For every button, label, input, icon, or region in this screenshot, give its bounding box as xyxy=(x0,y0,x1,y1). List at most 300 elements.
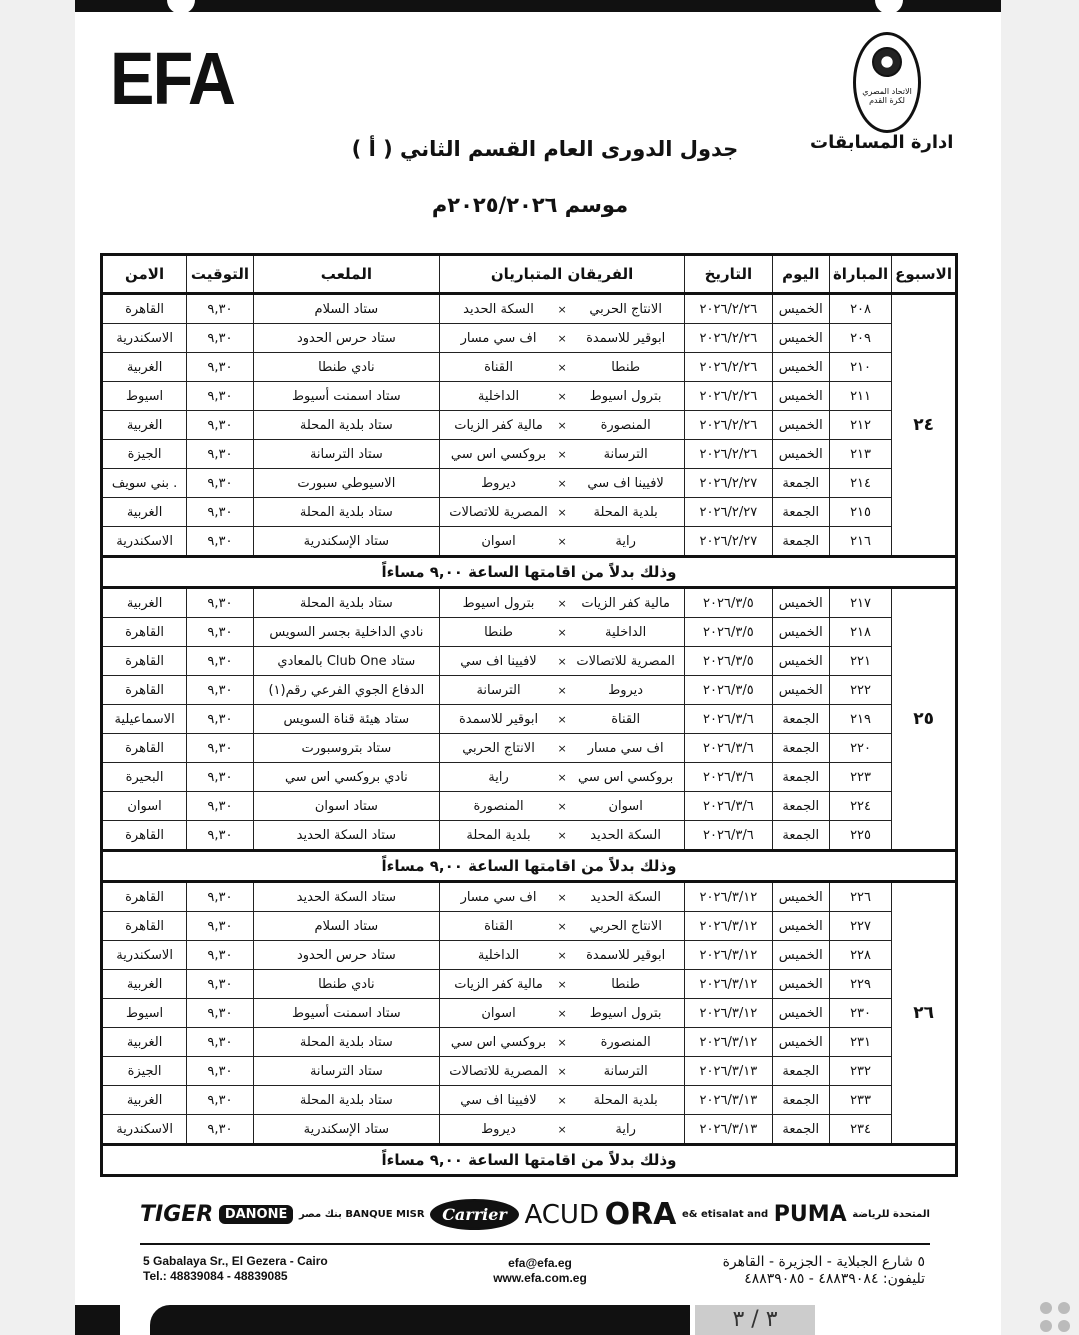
email-link[interactable]: efa@efa.eg xyxy=(508,1256,572,1270)
stadium: ستاد بلدية المحلة xyxy=(253,498,439,527)
match-number: ٢٢٨ xyxy=(829,941,891,970)
time-change-note: وذلك بدلاً من اقامتها الساعة ٩,٠٠ مساءاً xyxy=(102,851,957,882)
match-number: ٢١٢ xyxy=(829,411,891,440)
away-team: بروكسي اس سي xyxy=(450,1034,547,1050)
home-team: الداخلية xyxy=(605,624,647,640)
kickoff-time: ٩,٣٠ xyxy=(187,912,254,941)
away-team: بترول اسيوط xyxy=(462,595,535,611)
match-day: الخميس xyxy=(772,1028,829,1057)
stadium: ستاد حرس الحدود xyxy=(253,941,439,970)
table-row xyxy=(102,469,957,498)
phone-line: Tel.: 48839084 - 48839085 xyxy=(143,1269,288,1283)
sponsor-logo-acud: ACUD xyxy=(524,1199,599,1230)
match-date: ٢٠٢٦/٣/٦ xyxy=(685,763,772,792)
sponsor-logo-etisalat: e& etisalat and xyxy=(682,1209,769,1220)
match-day: الجمعة xyxy=(772,1086,829,1115)
security-region: الاسكندرية xyxy=(102,1115,187,1145)
match-day: الجمعة xyxy=(772,734,829,763)
away-team: اف سي مسار xyxy=(460,889,537,905)
match-date: ٢٠٢٦/٣/٥ xyxy=(685,618,772,647)
match-date: ٢٠٢٦/٣/٦ xyxy=(685,705,772,734)
address-line: 5 Gabalaya Sr., El Gezera - Cairo xyxy=(143,1254,328,1268)
home-team: لافيينا اف سي xyxy=(587,475,664,491)
match-number: ٢٣١ xyxy=(829,1028,891,1057)
kickoff-time: ٩,٣٠ xyxy=(187,821,254,851)
match-date: ٢٠٢٦/٣/١٢ xyxy=(685,1028,772,1057)
stadium: ستاد بتروسبورت xyxy=(253,734,439,763)
match-day: الجمعة xyxy=(772,527,829,557)
match-number: ٢٣٤ xyxy=(829,1115,891,1145)
kickoff-time: ٩,٣٠ xyxy=(187,882,254,912)
match-date: ٢٠٢٦/٣/٦ xyxy=(685,734,772,763)
match-teams xyxy=(439,324,684,353)
stadium: ستاد السلام xyxy=(253,912,439,941)
stadium: ستاد الترسانة xyxy=(253,440,439,469)
stadium: ستاد بلدية المحلة xyxy=(253,411,439,440)
sponsor-logo-tiger: TIGER xyxy=(140,1202,214,1227)
security-region: القاهرة xyxy=(102,294,187,324)
address-line-ar: ٥ شارع الجبلاية - الجزيرة - القاهرة xyxy=(722,1254,925,1270)
kickoff-time: ٩,٣٠ xyxy=(187,676,254,705)
match-teams xyxy=(439,1115,684,1145)
kickoff-time: ٩,٣٠ xyxy=(187,353,254,382)
kickoff-time: ٩,٣٠ xyxy=(187,618,254,647)
versus-icon: × xyxy=(557,919,567,933)
match-date: ٢٠٢٦/٢/٢٦ xyxy=(685,440,772,469)
stadium: ستاد بلدية المحلة xyxy=(253,1028,439,1057)
security-region: القاهرة xyxy=(102,647,187,676)
home-team: اسوان xyxy=(608,798,643,814)
note-row xyxy=(102,557,957,588)
match-number: ٢٢٧ xyxy=(829,912,891,941)
table-row xyxy=(102,382,957,411)
versus-icon: × xyxy=(557,654,567,668)
away-team: القناة xyxy=(484,918,513,934)
versus-icon: × xyxy=(557,1035,567,1049)
versus-icon: × xyxy=(557,1064,567,1078)
kickoff-time: ٩,٣٠ xyxy=(187,734,254,763)
match-day: الخميس xyxy=(772,353,829,382)
away-team: المنصورة xyxy=(473,798,524,814)
match-teams xyxy=(439,618,684,647)
match-date: ٢٠٢٦/٢/٢٦ xyxy=(685,382,772,411)
match-day: الجمعة xyxy=(772,763,829,792)
match-number: ٢١٣ xyxy=(829,440,891,469)
egyptian-fa-crest-icon xyxy=(853,32,921,133)
match-teams xyxy=(439,411,684,440)
table-row xyxy=(102,618,957,647)
home-team: طنطا xyxy=(611,976,641,992)
home-team: ابوقير للاسمدة xyxy=(586,330,666,346)
match-day: الخميس xyxy=(772,999,829,1028)
match-number: ٢٢٦ xyxy=(829,882,891,912)
match-number: ٢٢٥ xyxy=(829,821,891,851)
bottom-border xyxy=(75,1305,855,1335)
stadium: ستاد اسوان xyxy=(253,792,439,821)
kickoff-time: ٩,٣٠ xyxy=(187,792,254,821)
more-options-icon[interactable] xyxy=(1040,1302,1072,1334)
away-team: طنطا xyxy=(484,624,513,640)
kickoff-time: ٩,٣٠ xyxy=(187,763,254,792)
match-day: الخميس xyxy=(772,882,829,912)
match-number: ٢٣٣ xyxy=(829,1086,891,1115)
kickoff-time: ٩,٣٠ xyxy=(187,469,254,498)
stadium: ستاد الترسانة xyxy=(253,1057,439,1086)
versus-icon: × xyxy=(557,1122,567,1136)
kickoff-time: ٩,٣٠ xyxy=(187,1115,254,1145)
match-date: ٢٠٢٦/٣/١٣ xyxy=(685,1086,772,1115)
security-region: الاسكندرية xyxy=(102,527,187,557)
phone-line-ar: تليفون: ٤٨٨٣٩٠٨٤ - ٤٨٨٣٩٠٨٥ xyxy=(744,1271,925,1287)
sponsor-logo-united-sports: المتحدة للرياضة xyxy=(852,1209,930,1220)
match-number: ٢٢١ xyxy=(829,647,891,676)
versus-icon: × xyxy=(557,1006,567,1020)
versus-icon: × xyxy=(557,683,567,697)
top-border xyxy=(75,0,1001,12)
home-team: مالية كفر الزيات xyxy=(581,595,670,611)
security-region: الغربية xyxy=(102,353,187,382)
match-teams xyxy=(439,734,684,763)
versus-icon: × xyxy=(557,828,567,842)
match-teams xyxy=(439,527,684,557)
home-team: الترسانة xyxy=(603,1063,648,1079)
match-teams xyxy=(439,705,684,734)
versus-icon: × xyxy=(557,799,567,813)
match-day: الجمعة xyxy=(772,705,829,734)
home-team: راية xyxy=(615,533,636,549)
security-region: اسوان xyxy=(102,792,187,821)
match-number: ٢٠٩ xyxy=(829,324,891,353)
match-date: ٢٠٢٦/٣/١٢ xyxy=(685,882,772,912)
versus-icon: × xyxy=(557,505,567,519)
away-team: السكة الحديد xyxy=(463,301,534,317)
page-indicator: ٣ / ٣ xyxy=(695,1305,815,1335)
stadium: ستاد السلام xyxy=(253,294,439,324)
security-region: الجيزة xyxy=(102,440,187,469)
stadium: ستاد اسمنت أسيوط xyxy=(253,999,439,1028)
kickoff-time: ٩,٣٠ xyxy=(187,527,254,557)
website-link[interactable]: www.efa.com.eg xyxy=(493,1271,587,1285)
kickoff-time: ٩,٣٠ xyxy=(187,440,254,469)
match-day: الجمعة xyxy=(772,792,829,821)
match-day: الخميس xyxy=(772,382,829,411)
week-number: ٢٥ xyxy=(892,588,957,851)
home-team: راية xyxy=(615,1121,636,1137)
col-match: المباراة xyxy=(829,255,891,294)
security-region: البحيرة xyxy=(102,763,187,792)
home-team: المصرية للاتصالات xyxy=(576,653,675,669)
security-region: القاهرة xyxy=(102,912,187,941)
table-row xyxy=(102,353,957,382)
versus-icon: × xyxy=(557,741,567,755)
versus-icon: × xyxy=(557,977,567,991)
address-english xyxy=(143,1254,328,1284)
sponsor-strip xyxy=(140,1192,930,1237)
match-teams xyxy=(439,469,684,498)
match-teams xyxy=(439,941,684,970)
versus-icon: × xyxy=(557,712,567,726)
match-number: ٢١٦ xyxy=(829,527,891,557)
home-team: اف سي مسار xyxy=(587,740,664,756)
sponsor-logo-carrier: Carrier xyxy=(430,1199,519,1230)
col-day: اليوم xyxy=(772,255,829,294)
match-number: ٢١٩ xyxy=(829,705,891,734)
match-date: ٢٠٢٦/٢/٢٦ xyxy=(685,353,772,382)
match-teams xyxy=(439,588,684,618)
match-date: ٢٠٢٦/٣/٦ xyxy=(685,792,772,821)
kickoff-time: ٩,٣٠ xyxy=(187,647,254,676)
table-row xyxy=(102,763,957,792)
stadium: نادي طنطا xyxy=(253,970,439,999)
match-date: ٢٠٢٦/٣/٥ xyxy=(685,676,772,705)
match-day: الخميس xyxy=(772,676,829,705)
match-teams xyxy=(439,1028,684,1057)
stadium: ستاد الإسكندرية xyxy=(253,1115,439,1145)
match-teams xyxy=(439,999,684,1028)
match-date: ٢٠٢٦/٢/٢٦ xyxy=(685,294,772,324)
match-teams xyxy=(439,382,684,411)
sponsor-logo-puma: PUMA xyxy=(773,1202,847,1227)
stadium: ستاد بلدية المحلة xyxy=(253,1086,439,1115)
match-number: ٢٢٩ xyxy=(829,970,891,999)
match-day: الجمعة xyxy=(772,469,829,498)
table-row xyxy=(102,1028,957,1057)
away-team: ديروط xyxy=(481,475,516,491)
away-team: لافيينا اف سي xyxy=(460,1092,537,1108)
table-header-row xyxy=(102,255,957,294)
versus-icon: × xyxy=(557,418,567,432)
match-day: الخميس xyxy=(772,970,829,999)
kickoff-time: ٩,٣٠ xyxy=(187,999,254,1028)
away-team: مالية كفر الزيات xyxy=(454,976,543,992)
security-region: اسيوط xyxy=(102,382,187,411)
table-row xyxy=(102,411,957,440)
match-date: ٢٠٢٦/٢/٢٧ xyxy=(685,527,772,557)
stadium: ستاد الإسكندرية xyxy=(253,527,439,557)
table-row xyxy=(102,527,957,557)
match-date: ٢٠٢٦/٢/٢٧ xyxy=(685,469,772,498)
match-teams xyxy=(439,792,684,821)
home-team: السكة الحديد xyxy=(590,827,661,843)
stadium: الاسيوطي سبورت xyxy=(253,469,439,498)
table-row xyxy=(102,440,957,469)
match-date: ٢٠٢٦/٣/٥ xyxy=(685,588,772,618)
table-row xyxy=(102,792,957,821)
versus-icon: × xyxy=(557,447,567,461)
stadium: نادي بروكسي اس سي xyxy=(253,763,439,792)
match-day: الجمعة xyxy=(772,1115,829,1145)
away-team: مالية كفر الزيات xyxy=(454,417,543,433)
match-day: الخميس xyxy=(772,294,829,324)
home-team: بلدية المحلة xyxy=(593,504,658,520)
table-row xyxy=(102,324,957,353)
versus-icon: × xyxy=(557,770,567,784)
away-team: الترسانة xyxy=(476,682,521,698)
col-date: التاريخ xyxy=(685,255,772,294)
match-date: ٢٠٢٦/٢/٢٦ xyxy=(685,411,772,440)
home-team: القناة xyxy=(611,711,641,727)
col-stadium: الملعب xyxy=(253,255,439,294)
stadium: ستاد حرس الحدود xyxy=(253,324,439,353)
security-region: الغربية xyxy=(102,588,187,618)
match-day: الخميس xyxy=(772,588,829,618)
kickoff-time: ٩,٣٠ xyxy=(187,588,254,618)
home-team: الانتاج الحربي xyxy=(589,301,662,317)
security-region: القاهرة xyxy=(102,821,187,851)
table-row xyxy=(102,999,957,1028)
security-region: الغربية xyxy=(102,1086,187,1115)
security-region: الغربية xyxy=(102,970,187,999)
home-team: بترول اسيوط xyxy=(589,1005,662,1021)
match-date: ٢٠٢٦/٣/٦ xyxy=(685,821,772,851)
match-date: ٢٠٢٦/٣/١٢ xyxy=(685,912,772,941)
away-team: بلدية المحلة xyxy=(466,827,531,843)
kickoff-time: ٩,٣٠ xyxy=(187,382,254,411)
security-region: القاهرة xyxy=(102,734,187,763)
match-teams xyxy=(439,763,684,792)
note-row xyxy=(102,851,957,882)
table-row xyxy=(102,882,957,912)
table-row xyxy=(102,1115,957,1145)
security-region: الاسكندرية xyxy=(102,941,187,970)
home-team: بروكسي اس سي xyxy=(578,769,674,785)
match-date: ٢٠٢٦/٣/١٢ xyxy=(685,941,772,970)
kickoff-time: ٩,٣٠ xyxy=(187,941,254,970)
away-team: الانتاج الحربي xyxy=(462,740,535,756)
match-number: ٢٢٣ xyxy=(829,763,891,792)
match-date: ٢٠٢٦/٣/٥ xyxy=(685,647,772,676)
crest-text: الاتحاد المصري لكرة القدم xyxy=(862,87,912,105)
match-teams xyxy=(439,498,684,527)
table-body xyxy=(102,294,957,1176)
kickoff-time: ٩,٣٠ xyxy=(187,705,254,734)
table-row xyxy=(102,734,957,763)
match-day: الخميس xyxy=(772,440,829,469)
table-row xyxy=(102,294,957,324)
security-region: القاهرة xyxy=(102,676,187,705)
home-team: المنصورة xyxy=(600,1034,651,1050)
match-number: ٢١٧ xyxy=(829,588,891,618)
table-row xyxy=(102,1086,957,1115)
match-day: الخميس xyxy=(772,941,829,970)
season-label: موسم ٢٠٢٥/٢٠٢٦م xyxy=(431,193,629,217)
note-row xyxy=(102,1145,957,1176)
stadium: ستاد السكة الحديد xyxy=(253,821,439,851)
match-day: الجمعة xyxy=(772,498,829,527)
match-number: ٢١٨ xyxy=(829,618,891,647)
table-row xyxy=(102,676,957,705)
home-team: الترسانة xyxy=(603,446,648,462)
match-teams xyxy=(439,970,684,999)
football-icon xyxy=(872,47,902,77)
security-region: الاسماعيلية xyxy=(102,705,187,734)
schedule-table xyxy=(100,253,958,1177)
versus-icon: × xyxy=(557,948,567,962)
week-number: ٢٦ xyxy=(892,882,957,1145)
kickoff-time: ٩,٣٠ xyxy=(187,498,254,527)
stadium: ستاد اسمنت أسيوط xyxy=(253,382,439,411)
home-team: بترول اسيوط xyxy=(589,388,662,404)
match-date: ٢٠٢٦/٢/٢٧ xyxy=(685,498,772,527)
efa-logo: EFA xyxy=(110,37,235,120)
page-title: جدول الدورى العام القسم الثاني ( أ ) xyxy=(351,137,739,161)
versus-icon: × xyxy=(557,360,567,374)
match-date: ٢٠٢٦/٣/١٢ xyxy=(685,999,772,1028)
match-day: الجمعة xyxy=(772,821,829,851)
match-teams xyxy=(439,676,684,705)
match-teams xyxy=(439,440,684,469)
match-teams xyxy=(439,821,684,851)
home-team: السكة الحديد xyxy=(590,889,661,905)
table-row xyxy=(102,588,957,618)
stadium: ستاد هيئة قناة السويس xyxy=(253,705,439,734)
stadium: نادي الداخلية بجسر السويس xyxy=(253,618,439,647)
col-teams: الفريقان المتباريان xyxy=(439,255,684,294)
department-label: ادارة المسابقات xyxy=(810,132,954,153)
table-row xyxy=(102,970,957,999)
table-row xyxy=(102,647,957,676)
kickoff-time: ٩,٣٠ xyxy=(187,1086,254,1115)
security-region: الاسكندرية xyxy=(102,324,187,353)
away-team: الداخلية xyxy=(477,388,520,404)
col-week: الاسبوع xyxy=(892,255,957,294)
home-team: طنطا xyxy=(611,359,641,375)
away-team: ابوقير للاسمدة xyxy=(458,711,539,727)
kickoff-time: ٩,٣٠ xyxy=(187,1057,254,1086)
sponsor-logo-danone: DANONE xyxy=(219,1205,294,1224)
away-team: المصرية للاتصالات xyxy=(449,1063,548,1079)
table-row xyxy=(102,1057,957,1086)
kickoff-time: ٩,٣٠ xyxy=(187,970,254,999)
match-number: ٢٣٢ xyxy=(829,1057,891,1086)
versus-icon: × xyxy=(557,476,567,490)
security-region: اسيوط xyxy=(102,999,187,1028)
away-team: اسوان xyxy=(481,533,516,549)
match-day: الخميس xyxy=(772,912,829,941)
stadium: ستاد السكة الحديد xyxy=(253,882,439,912)
match-teams xyxy=(439,882,684,912)
match-date: ٢٠٢٦/٣/١٣ xyxy=(685,1057,772,1086)
kickoff-time: ٩,٣٠ xyxy=(187,324,254,353)
match-teams xyxy=(439,912,684,941)
match-date: ٢٠٢٦/٣/١٣ xyxy=(685,1115,772,1145)
match-number: ٢٠٨ xyxy=(829,294,891,324)
match-teams xyxy=(439,353,684,382)
versus-icon: × xyxy=(557,1093,567,1107)
security-region: الجيزة xyxy=(102,1057,187,1086)
table-row xyxy=(102,821,957,851)
kickoff-time: ٩,٣٠ xyxy=(187,1028,254,1057)
away-team: اسوان xyxy=(481,1005,516,1021)
match-number: ٢١٠ xyxy=(829,353,891,382)
match-number: ٢٢٢ xyxy=(829,676,891,705)
match-day: الخميس xyxy=(772,647,829,676)
address-arabic xyxy=(640,1254,925,1288)
table-row xyxy=(102,705,957,734)
match-date: ٢٠٢٦/٣/١٢ xyxy=(685,970,772,999)
stadium: ستاد Club One بالمعادي xyxy=(253,647,439,676)
kickoff-time: ٩,٣٠ xyxy=(187,411,254,440)
col-time: التوقيت xyxy=(187,255,254,294)
time-change-note: وذلك بدلاً من اقامتها الساعة ٩,٠٠ مساءاً xyxy=(102,1145,957,1176)
versus-icon: × xyxy=(557,302,567,316)
security-region: . بني سويف xyxy=(102,469,187,498)
versus-icon: × xyxy=(557,534,567,548)
security-region: الغربية xyxy=(102,1028,187,1057)
kickoff-time: ٩,٣٠ xyxy=(187,294,254,324)
away-team: المصرية للاتصالات xyxy=(449,504,548,520)
away-team: ديروط xyxy=(481,1121,516,1137)
